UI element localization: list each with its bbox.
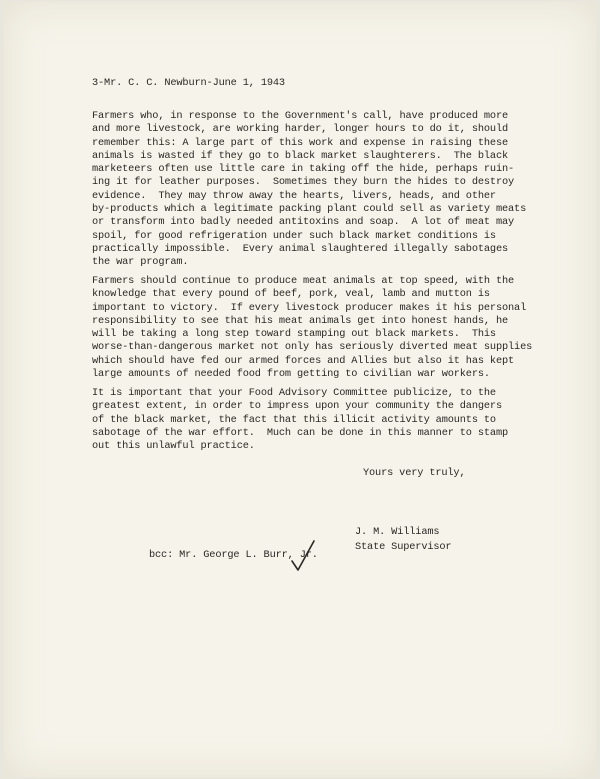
letter-heading: 3-Mr. C. C. Newburn-June 1, 1943 <box>92 77 285 89</box>
letter-paragraph-1: Farmers who, in response to the Government's call, have produced more and more livestock, are working harder, longer hours to do it, should remember this: A large part of this work and expense in raising these animals is wasted if they go to black market slaughterers. The black marketeers often use little care in taking off the hide, perhaps ruin- ing it for leather purposes. Sometimes they burn the hides to destroy evidence. They may throw away the hearts, livers, heads, and other by-products which a legitimate packing plant could sell as variety meats or transform into badly needed antitoxins and soap. A lot of meat may spoil, for good refrigeration under such black market conditions is practically impossible. Every animal slaughtered illegally sabotages the war program. <box>92 110 527 269</box>
letter-paragraph-2: Farmers should continue to produce meat animals at top speed, with the knowledge that every pound of beef, pork, veal, lamb and mutton is important to victory. If every livestock producer makes it his personal responsibility to see that his meat animals get into honest hands, he will be taking a long step toward stamping out black markets. This worse-than-dangerous market not only has seriously diverted meat supplies which should have fed our armed forces and Allies but also it has kept large amounts of needed food from getting to civilian war workers. <box>92 275 533 381</box>
signer-title: State Supervisor <box>355 540 452 553</box>
signer-name: J. M. Williams <box>355 526 440 538</box>
letter-page <box>4 2 596 777</box>
signature-block <box>355 525 451 554</box>
check-mark-icon <box>290 539 316 573</box>
letter-closing: Yours very truly, <box>363 467 466 479</box>
bcc-line: bcc: Mr. George L. Burr, Jr. <box>149 549 318 561</box>
letter-paragraph-3: It is important that your Food Advisory Committee publicize, to the greatest extent, in order to impress upon your community the dangers of the black market, the fact that this illicit activity amounts to sabotage of the war effort. Much can be done in this manner to stamp out this unlawful practice. <box>92 387 509 453</box>
